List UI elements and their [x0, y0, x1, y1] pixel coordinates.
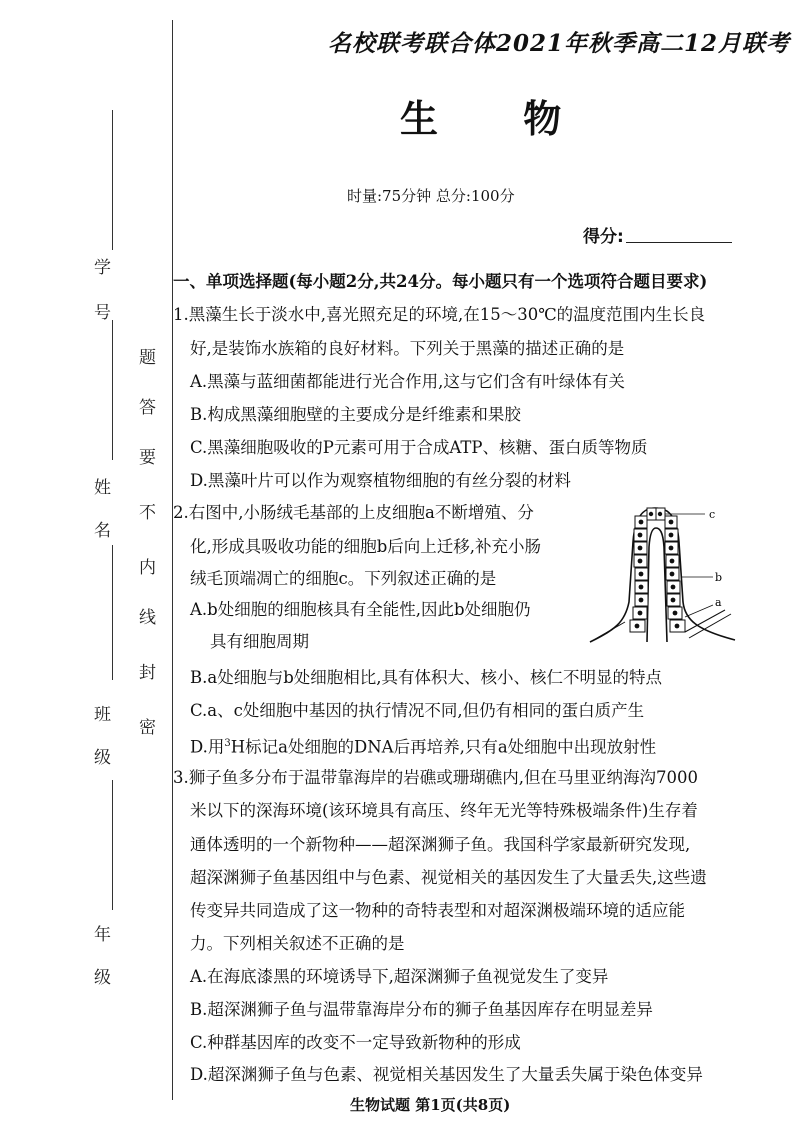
fig-label-c: c: [709, 508, 716, 521]
q3-stem-line1: 3.狮子鱼多分布于温带靠海岸的岩礁或珊瑚礁内,但在马里亚纳海沟7000: [173, 768, 698, 787]
q3-option-d: D.超深渊狮子鱼与色素、视觉相关基因发生了大量丢失属于染色体变异: [190, 1065, 703, 1084]
q1-stem-line1: 1.黑藻生长于淡水中,喜光照充足的环境,在15～30℃的温度范围内生长良: [173, 305, 706, 324]
q2-option-a-line1: A.b处细胞的细胞核具有全能性,因此b处细胞仍: [190, 600, 531, 619]
q1-option-d: D.黑藻叶片可以作为观察植物细胞的有丝分裂的材料: [190, 471, 571, 490]
binding-char-yao: 要: [135, 448, 155, 467]
score-label: 得分:: [583, 227, 624, 247]
q2-option-c: C.a、c处细胞中基因的执行情况不同,但仍有相同的蛋白质产生: [190, 701, 645, 720]
score-blank: [626, 242, 732, 243]
q2-stem-line3: 绒毛顶端凋亡的细胞c。下列叙述正确的是: [190, 569, 497, 588]
q3-option-b: B.超深渊狮子鱼与温带靠海岸分布的狮子鱼基因库存在明显差异: [190, 1000, 653, 1019]
fig-label-b: b: [715, 571, 723, 584]
exam-header: 名校联考联合体2021年秋季高二12月联考: [328, 30, 791, 57]
student-number-line-2: [112, 320, 113, 460]
fig-label-a: a: [715, 596, 722, 609]
q3-stem-line3: 通体透明的一个新物种——超深渊狮子鱼。我国科学家最新研究发现,: [190, 835, 691, 854]
binding-margin-line: [172, 20, 173, 1100]
binding-char-bu: 不: [135, 503, 155, 522]
subject-title: 生 物: [400, 96, 598, 141]
exam-meta: 时量:75分钟 总分:100分: [347, 187, 515, 205]
q2-stem-line2: 化,形成具吸收功能的细胞b后向上迁移,补充小肠: [190, 537, 542, 556]
name-label: 姓名: [90, 478, 110, 564]
q2-stem-line1: 2.右图中,小肠绒毛基部的上皮细胞a不断增殖、分: [173, 503, 534, 522]
grade-label: 年级: [90, 925, 110, 1011]
q1-option-c: C.黑藻细胞吸收的P元素可用于合成ATP、核糖、蛋白质等物质: [190, 438, 648, 457]
name-line: [112, 545, 113, 680]
binding-char-mi: 密: [135, 718, 155, 737]
class-label: 班级: [90, 705, 110, 791]
q2-option-b: B.a处细胞与b处细胞相比,具有体积大、核小、核仁不明显的特点: [190, 668, 663, 687]
q3-option-a: A.在海底漆黑的环境诱导下,超深渊狮子鱼视觉发生了变异: [190, 967, 609, 986]
q1-stem-line2: 好,是装饰水族箱的良好材料。下列关于黑藻的描述正确的是: [190, 339, 625, 358]
q2-option-a-line2: 具有细胞周期: [210, 632, 309, 651]
q3-stem-line2: 米以下的深海环境(该环境具有高压、终年无光等特殊极端条件)生存着: [190, 801, 698, 820]
villus-figure: [585, 502, 755, 652]
binding-char-ti: 题: [135, 348, 155, 367]
q2-option-d: D.用$^3$H标记a处细胞的DNA后再培养,只有a处细胞中出现放射性: [190, 737, 657, 757]
page-footer: 生物试题 第1页(共8页): [350, 1096, 511, 1114]
section-heading: 一、单项选择题(每小题2分,共24分。每小题只有一个选项符合题目要求): [173, 272, 708, 291]
student-number-label: 学号: [90, 258, 110, 348]
binding-char-da: 答: [135, 398, 155, 417]
q3-stem-line5: 传变异共同造成了这一物种的奇特表型和对超深渊极端环境的适应能: [190, 901, 685, 920]
q3-stem-line4: 超深渊狮子鱼基因组中与色素、视觉相关的基因发生了大量丢失,这些遗: [190, 868, 707, 887]
q3-option-c: C.种群基因库的改变不一定导致新物种的形成: [190, 1033, 521, 1052]
student-number-line: [112, 110, 113, 250]
q3-stem-line6: 力。下列相关叙述不正确的是: [190, 934, 405, 953]
q1-option-b: B.构成黑藻细胞壁的主要成分是纤维素和果胶: [190, 405, 521, 424]
class-line: [112, 780, 113, 910]
binding-char-xian: 线: [135, 608, 155, 627]
q1-option-a: A.黑藻与蓝细菌都能进行光合作用,这与它们含有叶绿体有关: [190, 372, 625, 391]
binding-char-nei: 内: [135, 558, 155, 577]
binding-char-feng: 封: [135, 663, 155, 682]
